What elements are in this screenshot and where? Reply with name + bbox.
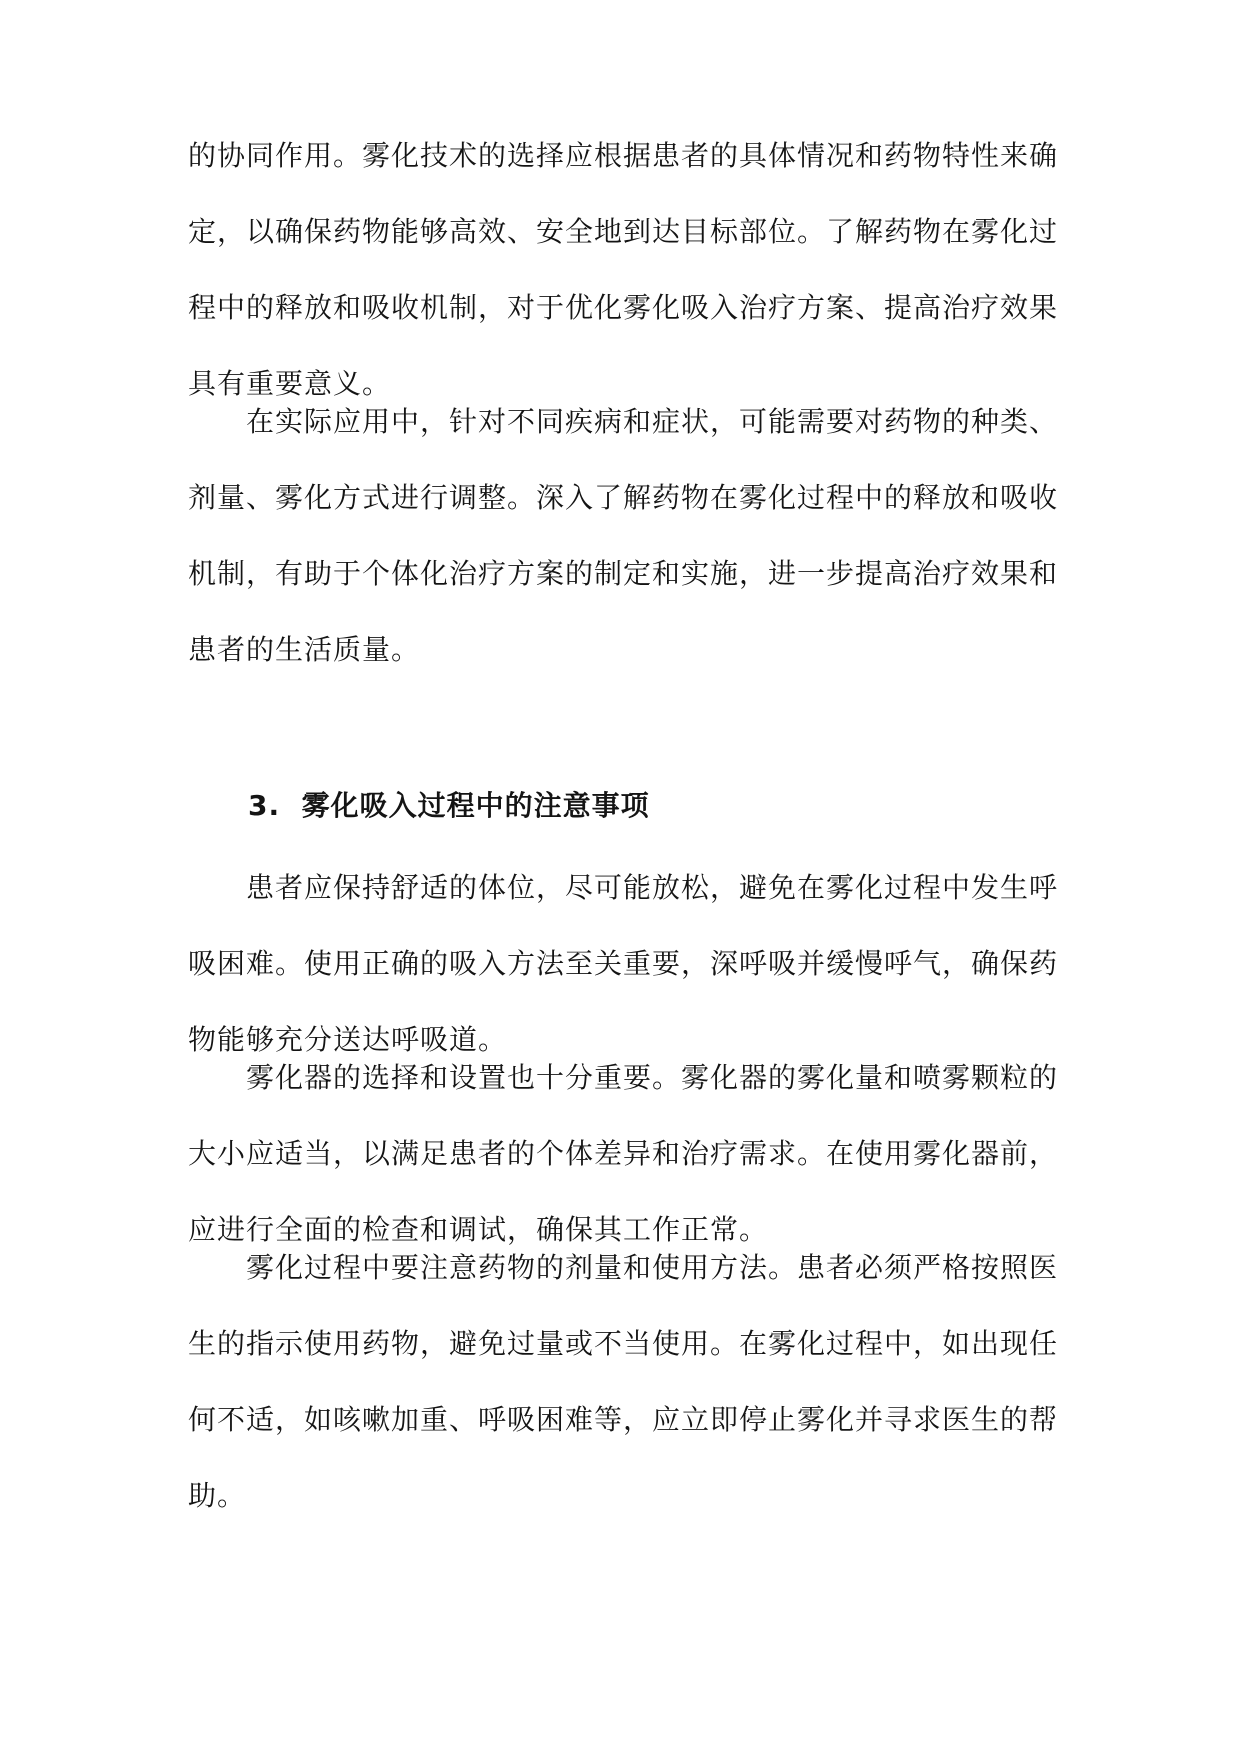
text-line: 吸困难。使用正确的吸入方法至关重要，深呼吸并缓慢呼气，确保药 — [188, 947, 1059, 980]
text-line: 具有重要意义。 — [188, 367, 392, 400]
text-line: 在实际应用中，针对不同疾病和症状，可能需要对药物的种类、 — [246, 405, 1059, 438]
text-line: 大小应适当，以满足患者的个体差异和治疗需求。在使用雾化器前， — [188, 1137, 1059, 1170]
text-line: 雾化过程中要注意药物的剂量和使用方法。患者必须严格按照医 — [246, 1251, 1059, 1284]
text-line: 患者应保持舒适的体位，尽可能放松，避免在雾化过程中发生呼 — [246, 871, 1059, 904]
paragraph-5 — [188, 1230, 1058, 1534]
text-line: 生的指示使用药物，避免过量或不当使用。在雾化过程中，如出现任 — [188, 1327, 1059, 1360]
text-line: 剂量、雾化方式进行调整。深入了解药物在雾化过程中的释放和吸收 — [188, 481, 1059, 514]
text-line: 雾化器的选择和设置也十分重要。雾化器的雾化量和喷雾颗粒的 — [246, 1061, 1059, 1094]
paragraph-2 — [188, 384, 1058, 688]
text-line: 机制，有助于个体化治疗方案的制定和实施，进一步提高治疗效果和 — [188, 557, 1059, 590]
section-heading: 3. 雾化吸入过程中的注意事项 — [248, 789, 650, 822]
text-line: 程中的释放和吸收机制，对于优化雾化吸入治疗方案、提高治疗效果 — [188, 291, 1059, 324]
text-line: 助。 — [188, 1479, 247, 1512]
text-line: 患者的生活质量。 — [188, 633, 421, 666]
text-line: 应进行全面的检查和调试，确保其工作正常。 — [188, 1213, 769, 1246]
text-line: 何不适，如咳嗽加重、呼吸困难等，应立即停止雾化并寻求医生的帮 — [188, 1403, 1059, 1436]
text-line: 物能够充分送达呼吸道。 — [188, 1023, 508, 1056]
paragraph-1 — [188, 118, 1058, 422]
text-line: 的协同作用。雾化技术的选择应根据患者的具体情况和药物特性来确 — [188, 139, 1059, 172]
text-line: 定，以确保药物能够高效、安全地到达目标部位。了解药物在雾化过 — [188, 215, 1059, 248]
